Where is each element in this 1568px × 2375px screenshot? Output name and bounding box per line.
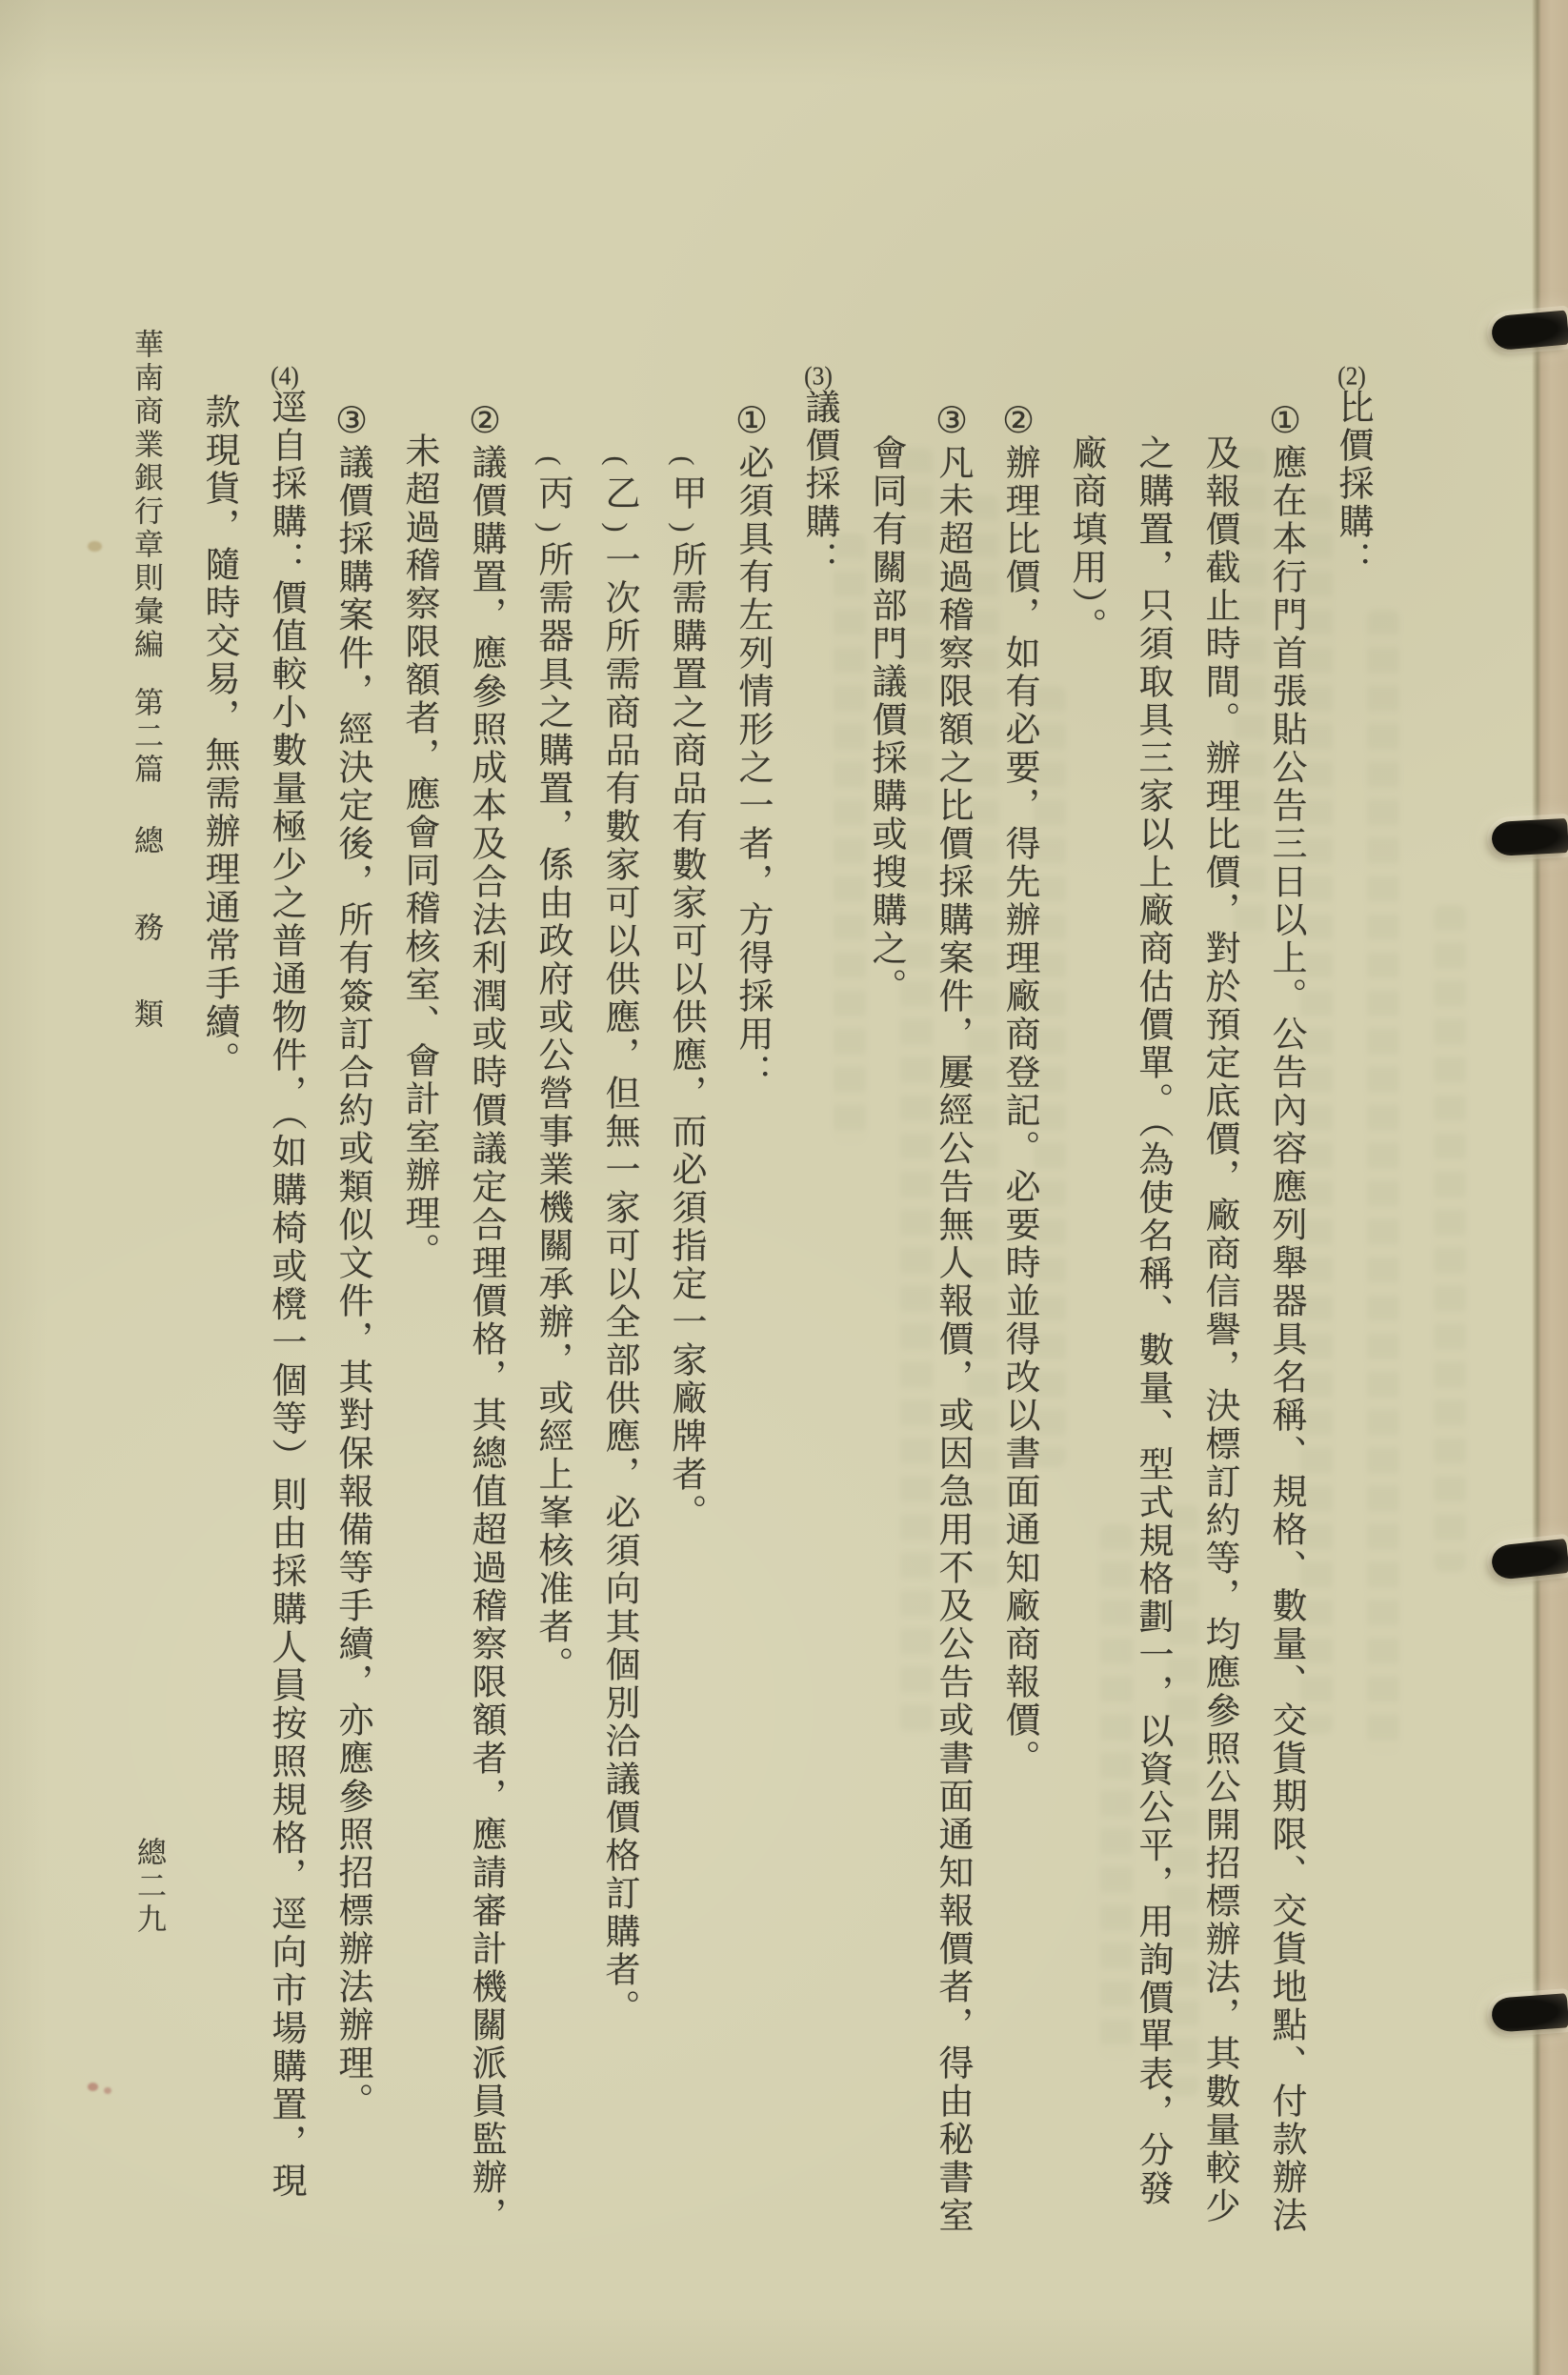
ink-bleedthrough	[1100, 1524, 1133, 2058]
page-number-text: 總二九	[132, 1837, 166, 1937]
section-2-marker: (2)	[1337, 363, 1366, 389]
s3-item-1-sub-jia	[664, 446, 706, 1532]
s3-item-2-col-1	[464, 399, 506, 2235]
book-title: 華南商業銀行章則彙編	[130, 329, 163, 662]
s2-item-1-col-2	[1197, 434, 1239, 2225]
s2-item-1-text-1: 應在本行門首張貼公告三日以上。公告內容應列舉器具名稱、規格、數量、交貨期限、交貨地點、付款辦法	[1266, 444, 1305, 2235]
section-4-text-2: 款現貨，隨時交易，無需辦理通常手續。	[199, 393, 238, 1079]
s2-item-3-text-1: 凡未超過稽察限額之比價採購案件，屢經公告無人報價，或因急用不及公告或書面通知報價者，得由秘書室	[933, 444, 972, 2235]
open-paren: (	[534, 445, 566, 476]
paper-stain	[104, 2087, 111, 2094]
section-3-title: 議價採購：	[799, 389, 838, 579]
binder-hole	[1491, 1993, 1568, 2032]
s2-item-1-col-4	[1064, 434, 1106, 646]
binder-hole	[1491, 311, 1568, 352]
paper-stain	[88, 541, 102, 552]
circled-1-marker: ①	[731, 399, 773, 444]
s3-item-2-col-2	[397, 433, 439, 1271]
section-2-heading	[1331, 363, 1373, 579]
s2-item-1-col-3	[1131, 434, 1173, 2208]
section-2-title: 比價採購：	[1333, 389, 1372, 579]
s2-item-3-col-1	[931, 399, 973, 2235]
page-number	[130, 1837, 168, 1937]
book-header	[127, 329, 165, 1032]
ink-bleedthrough	[1434, 905, 1466, 1572]
ink-bleedthrough	[1367, 610, 1399, 1753]
s3-item-3	[331, 399, 372, 2121]
close-paren: )	[534, 512, 566, 543]
s2-item-3-col-2	[864, 434, 906, 1006]
sub-bing-marker: 丙	[533, 474, 572, 513]
circled-1-marker: ①	[1264, 399, 1306, 444]
circled-3-marker: ③	[331, 399, 372, 444]
ink-bleedthrough	[834, 533, 866, 1143]
s3-item-1-sub-yi	[597, 446, 639, 2027]
s3-item-2-text-2: 未超過稽察限額者，應會同稽核室、會計室辦理。	[399, 433, 438, 1271]
s2-item-1-text-3: 之購置，只須取具三家以上廠商估價單。（為使名稱、數量、型式規格劃一，以資公平，用詢價單表，分發	[1133, 434, 1172, 2208]
s2-item-2-text: 辦理比價，如有必要，得先辦理廠商登記。必要時並得改以書面通知廠商報價。	[999, 444, 1038, 1778]
sub-bing-text: 所需器具之購置，係由政府或公營事業機關承辦，或經上峯核准者。	[533, 541, 572, 1684]
circled-2-marker: ②	[464, 399, 506, 444]
section-4-col-1	[264, 363, 306, 2201]
circled-2-marker: ②	[997, 399, 1039, 444]
section-3-marker: (3)	[804, 363, 833, 389]
binder-hole	[1491, 818, 1568, 856]
section-4-marker: (4)	[271, 363, 299, 389]
sub-jia-text: 所需購置之商品有數家可以供應，而必須指定一家廠牌者。	[666, 541, 705, 1532]
section-4-text-1: 逕自採購：價值較小數量極少之普通物件，（如購椅或櫈一個等）則由採購人員按照規格，逕向市場購置，現	[266, 389, 305, 2201]
s2-item-1-col-1	[1264, 399, 1306, 2235]
close-paren: )	[668, 512, 699, 543]
open-paren: (	[668, 445, 699, 476]
sub-yi-marker: 乙	[599, 474, 638, 513]
s2-item-3-text-2: 會同有關部門議價採購或搜購之。	[866, 434, 905, 1006]
s2-item-1-text-4: 廠商填用）。	[1066, 434, 1105, 646]
s3-item-1	[731, 399, 773, 1092]
s3-item-1-text: 必須具有左列情形之一者，方得採用：	[733, 444, 772, 1092]
category-char: 總	[130, 825, 163, 858]
sub-yi-text: 一次所需商品有數家可以供應，但無一家可以全部供應，必須向其個別洽議價格訂購者。	[599, 541, 638, 2027]
s3-item-3-text: 議價採購案件，經決定後，所有簽訂合約或類似文件，其對保報備等手續，亦應參照招標辦法辦理。	[332, 444, 372, 2121]
s2-item-2	[997, 399, 1039, 1778]
open-paren: (	[601, 445, 633, 476]
s3-item-2-text-1: 議價購置，應參照成本及合法利潤或時價議定合理價格，其總值超過稽察限額者，應請審計機關派員監辦，	[466, 444, 505, 2235]
paper-stain	[88, 2083, 98, 2091]
section-4-col-2	[197, 393, 239, 1079]
s2-item-1-text-2: 及報價截止時間。辦理比價，對於預定底價，廠商信譽，決標訂約等，均應參照公開招標辦法，其數量較少	[1199, 434, 1238, 2225]
close-paren: )	[601, 512, 633, 543]
s3-item-1-sub-bing	[531, 446, 573, 1684]
category-char: 類	[130, 998, 163, 1032]
category-char: 務	[130, 912, 163, 945]
sub-jia-marker: 甲	[666, 474, 705, 513]
book-part: 第二篇	[130, 687, 163, 787]
section-3-heading	[797, 363, 839, 579]
circled-3-marker: ③	[931, 399, 973, 444]
